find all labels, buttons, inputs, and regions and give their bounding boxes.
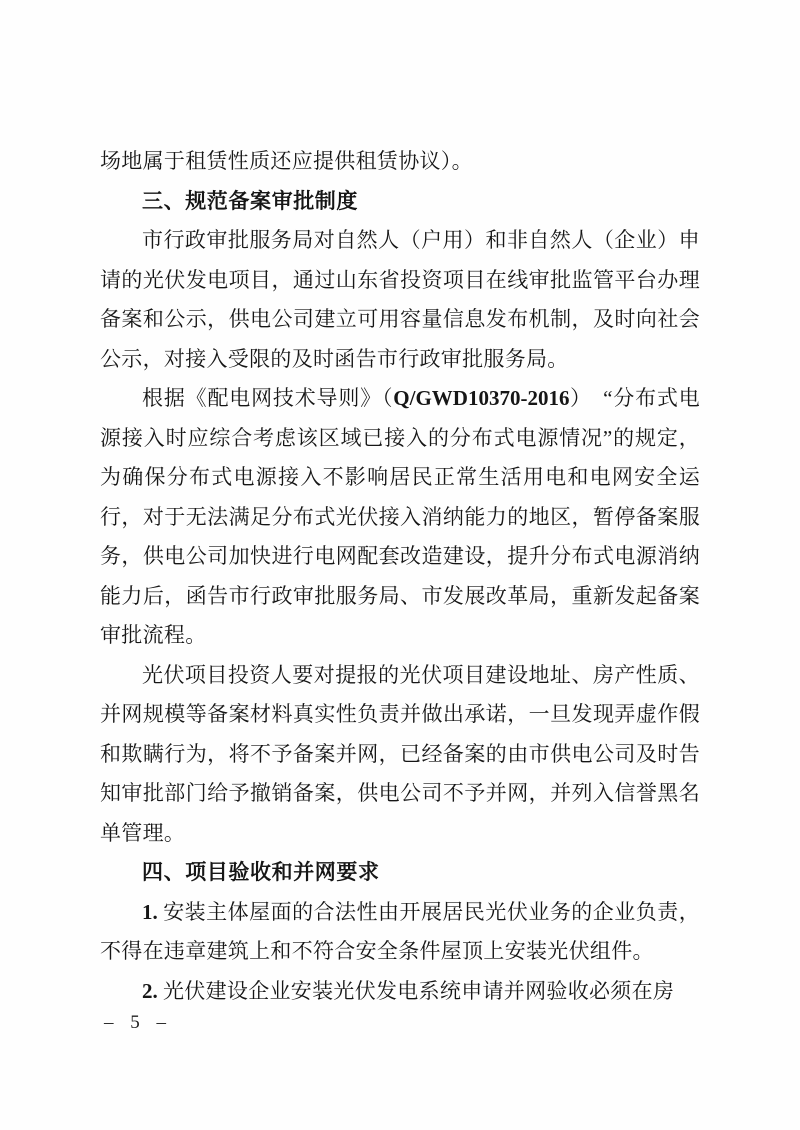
paragraph-lease-continuation (100, 142, 700, 182)
paragraph-grid-guideline (100, 379, 700, 656)
section-heading-4 (100, 853, 700, 893)
paragraph-text: 安装主体屋面的合法性由开展居民光伏业务的企业负责，不得在违章建筑上和不符合安全条件屋顶上安装光伏组件。 (100, 899, 701, 963)
paragraph-text: Q/GWD10370-2016 (393, 386, 570, 410)
paragraph-text: 市行政审批服务局对自然人（户用）和非自然人（企业）申请的光伏发电项目，通过山东省投资项目在线审批监管平台办理备案和公示，供电公司建立可用容量信息发布机制，及时向社会公示，对接入受限的及时函告市行政审批服务局。 (100, 228, 700, 371)
paragraph-item-2 (100, 972, 700, 1012)
paragraph-text: 光伏建设企业安装光伏发电系统申请并网验收必须在房 (163, 978, 675, 1003)
paragraph-text: 根据《配电网技术导则》（ (142, 386, 394, 410)
paragraph-investor-commitment (100, 656, 700, 854)
page-number: – 5 – (104, 1012, 172, 1033)
heading-text: 三、规范备案审批制度 (142, 189, 358, 213)
paragraph-text: ） “分布式电源接入时应综合考虑该区域已接入的分布式电源情况”的规定，为确保分布式电源接入不影响居民正常生活用电和电网安全运行，对于无法满足分布式光伏接入消纳能力的地区，暂停备案服务，供电公司加快进行电网配套改造建设，提升分布式电源消纳能力后，函告市行政审批服务局、市发展改革局，重新发起备案审批流程。 (100, 386, 700, 647)
paragraph-filing-process (100, 221, 700, 379)
document-body (100, 142, 700, 1011)
paragraph-text: 场地属于租赁性质还应提供租赁协议）。 (100, 149, 473, 173)
heading-text: 四、项目验收和并网要求 (142, 861, 380, 884)
paragraph-text: 2. (142, 978, 163, 1003)
section-heading-3 (100, 182, 700, 222)
paragraph-text: 1. (142, 899, 164, 924)
paragraph-item-1 (100, 893, 700, 972)
paragraph-text: 光伏项目投资人要对提报的光伏项目建设地址、房产性质、并网规模等备案材料真实性负责并做出承诺，一旦发现弄虚作假和欺瞒行为，将不予备案并网，已经备案的由市供电公司及时告知审批部门给予撤销备案，供电公司不予并网，并列入信誉黑名单管理。 (100, 662, 700, 845)
